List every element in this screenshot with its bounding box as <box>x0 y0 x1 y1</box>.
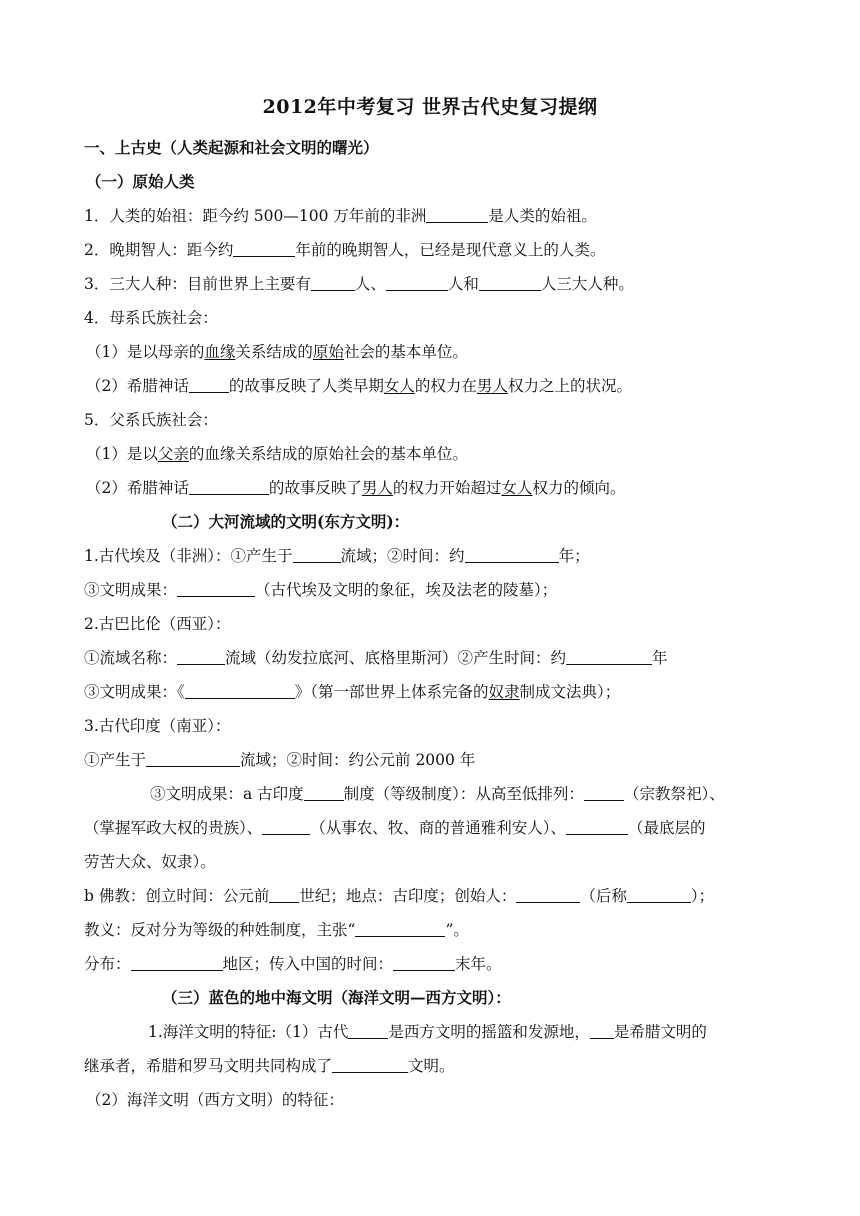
text-line-21 <box>84 918 469 940</box>
section-heading-1: 一、上古史（人类起源和社会文明的曙光） <box>84 138 379 157</box>
text-segment: 制成文法典）； <box>519 683 621 701</box>
text-segment: 的权力在 <box>414 377 477 395</box>
underlined-term: 奴隶 <box>488 683 520 701</box>
underlined-term: 女人 <box>501 479 533 497</box>
fill-blank[interactable] <box>131 956 223 971</box>
text-segment: （古代埃及文明的象征，埃及法老的陵墓）； <box>255 581 558 599</box>
text-line-14 <box>84 680 620 702</box>
text-line-17 <box>150 782 725 804</box>
text-segment: 关系结成的 <box>235 343 313 361</box>
text-segment: 人和 <box>447 275 479 293</box>
text-segment: ③文明成果： <box>84 581 178 599</box>
text-segment: （2）希腊神话 <box>86 377 189 395</box>
text-segment: 是人类的始祖。 <box>488 207 597 225</box>
text-segment: （1）是以 <box>86 445 158 463</box>
fill-blank[interactable] <box>465 548 559 563</box>
text-segment: 分布： <box>84 955 131 973</box>
fill-blank[interactable] <box>479 276 541 291</box>
text-line-7: 5．父系氏族社会： <box>84 411 218 429</box>
text-segment: 教义：反对分为等级的种姓制度，主张“ <box>84 921 356 939</box>
text-segment: 的权力开始超过 <box>392 479 502 497</box>
fill-blank[interactable] <box>386 276 448 291</box>
fill-blank[interactable] <box>566 650 652 665</box>
text-segment: 是西方文明的摇篮和发源地， <box>388 1023 590 1041</box>
text-segment: b 佛教：创立时间：公元前 <box>84 887 270 905</box>
text-segment: ①流域名称： <box>84 649 178 667</box>
text-segment: 继承者，希腊和罗马文明共同构成了 <box>84 1057 333 1075</box>
fill-blank[interactable] <box>185 684 295 699</box>
text-line-25: （2）海洋文明（西方文明）的特征： <box>86 1091 344 1109</box>
underlined-term: 女人 <box>383 377 415 395</box>
text-segment: 文明。 <box>408 1057 455 1075</box>
text-segment: 流域；②时间：约 <box>340 547 465 565</box>
underlined-term: 原始 <box>312 343 344 361</box>
text-line-8 <box>86 442 468 464</box>
fill-blank[interactable] <box>233 242 295 257</box>
text-line-13 <box>84 646 668 668</box>
text-segment: 制度（等级制度）：从高至低排列： <box>343 785 584 803</box>
text-line-10 <box>84 544 590 566</box>
fill-blank[interactable] <box>177 582 255 597</box>
text-segment: ③文明成果：a 古印度 <box>150 785 304 803</box>
text-line-22 <box>84 952 502 974</box>
text-segment: 流域（幼发拉底河、底格里斯河）②产生时间：约 <box>225 649 567 667</box>
fill-blank[interactable] <box>189 480 269 495</box>
text-segment: 地区；传入中国的时间： <box>222 955 394 973</box>
subsection-heading-3: （三）蓝色的地中海文明（海洋文明—西方文明）： <box>162 988 511 1007</box>
fill-blank[interactable] <box>177 650 225 665</box>
fill-blank[interactable] <box>262 820 310 835</box>
fill-blank[interactable] <box>332 1058 408 1073</box>
text-line-15: 3.古代印度（南亚）： <box>84 717 231 735</box>
text-line-19: 劳苦大众、奴隶）。 <box>84 853 216 871</box>
text-segment: 的故事反映了人类早期 <box>228 377 384 395</box>
text-segment: 3．三大人种：目前世界上主要有 <box>84 275 311 293</box>
underlined-term: 男人 <box>361 479 393 497</box>
page-title: 2012年中考复习 世界古代史复习提纲 <box>262 96 598 118</box>
text-line-20 <box>84 884 714 906</box>
fill-blank[interactable] <box>189 378 229 393</box>
text-segment: ③文明成果：《 <box>84 683 185 701</box>
fill-blank[interactable] <box>426 208 488 223</box>
text-segment: 年前的晚期智人，已经是现代意义上的人类。 <box>295 241 606 259</box>
fill-blank[interactable] <box>516 888 580 903</box>
fill-blank[interactable] <box>146 752 240 767</box>
underlined-term: 血缘 <box>204 343 236 361</box>
fill-blank[interactable] <box>269 888 299 903</box>
text-segment: 末年。 <box>455 955 502 973</box>
text-line-11 <box>84 578 557 600</box>
text-segment: ）； <box>690 887 715 905</box>
text-segment: （掌握军政大权的贵族）、 <box>84 819 263 837</box>
text-segment: 是希腊文明的 <box>613 1023 707 1041</box>
text-segment: 权力之上的状况。 <box>507 377 632 395</box>
underlined-term: 男人 <box>476 377 508 395</box>
text-line-16 <box>84 748 475 770</box>
fill-blank[interactable] <box>293 548 341 563</box>
text-line-24 <box>84 1054 455 1076</box>
text-segment: 1.古代埃及（非洲）：①产生于 <box>84 547 293 565</box>
text-segment: （1）是以母亲的 <box>86 343 205 361</box>
underlined-term: 父亲 <box>157 445 189 463</box>
text-segment: （从事农、牧、商的普通雅利安人）、 <box>310 819 567 837</box>
text-line-2 <box>84 238 605 260</box>
text-segment: 人、 <box>354 275 386 293</box>
text-line-9 <box>86 476 625 498</box>
text-line-12: 2.古巴比伦（西亚）： <box>84 615 231 633</box>
text-segment: ①产生于 <box>84 751 147 769</box>
fill-blank[interactable] <box>355 922 445 937</box>
text-segment: 年； <box>558 547 590 565</box>
text-line-1 <box>84 204 597 226</box>
text-segment: 的故事反映了 <box>268 479 362 497</box>
text-line-23 <box>148 1020 707 1042</box>
text-segment: （2）希腊神话 <box>86 479 189 497</box>
fill-blank[interactable] <box>393 956 455 971</box>
text-line-3 <box>84 272 634 294</box>
text-line-5 <box>86 340 468 362</box>
text-segment: 》（第一部世界上体系完备的 <box>294 683 489 701</box>
text-segment: 流域；②时间：约公元前 2000 年 <box>240 751 476 769</box>
fill-blank[interactable] <box>584 786 624 801</box>
subsection-heading-1: （一）原始人类 <box>86 172 195 191</box>
text-segment: 1．人类的始祖：距今约 500—100 万年前的非洲 <box>84 207 427 225</box>
text-line-18 <box>84 816 706 838</box>
fill-blank[interactable] <box>566 820 628 835</box>
text-segment: 年 <box>652 649 668 667</box>
text-segment: ”。 <box>445 921 469 939</box>
subsection-heading-2: （二）大河流域的文明(东方文明)： <box>162 512 410 531</box>
text-segment: 2．晚期智人：距今约 <box>84 241 234 259</box>
fill-blank[interactable] <box>590 1024 614 1039</box>
fill-blank[interactable] <box>311 276 355 291</box>
fill-blank[interactable] <box>304 786 344 801</box>
text-line-6 <box>86 374 632 396</box>
text-segment: 社会的基本单位。 <box>343 343 468 361</box>
fill-blank[interactable] <box>627 888 691 903</box>
text-segment: （宗教祭祀）、 <box>623 785 725 803</box>
text-segment: 权力的倾向。 <box>532 479 626 497</box>
fill-blank[interactable] <box>348 1024 388 1039</box>
text-segment: 的血缘关系结成的原始社会的基本单位。 <box>188 445 468 463</box>
text-segment: （最底层的 <box>628 819 706 837</box>
text-line-4: 4．母系氏族社会： <box>84 309 218 327</box>
text-segment: 世纪；地点：古印度；创始人： <box>299 887 517 905</box>
text-segment: 人三大人种。 <box>540 275 634 293</box>
text-segment: 1.海洋文明的特征:（1）古代 <box>148 1023 349 1041</box>
text-segment: （后称 <box>580 887 627 905</box>
